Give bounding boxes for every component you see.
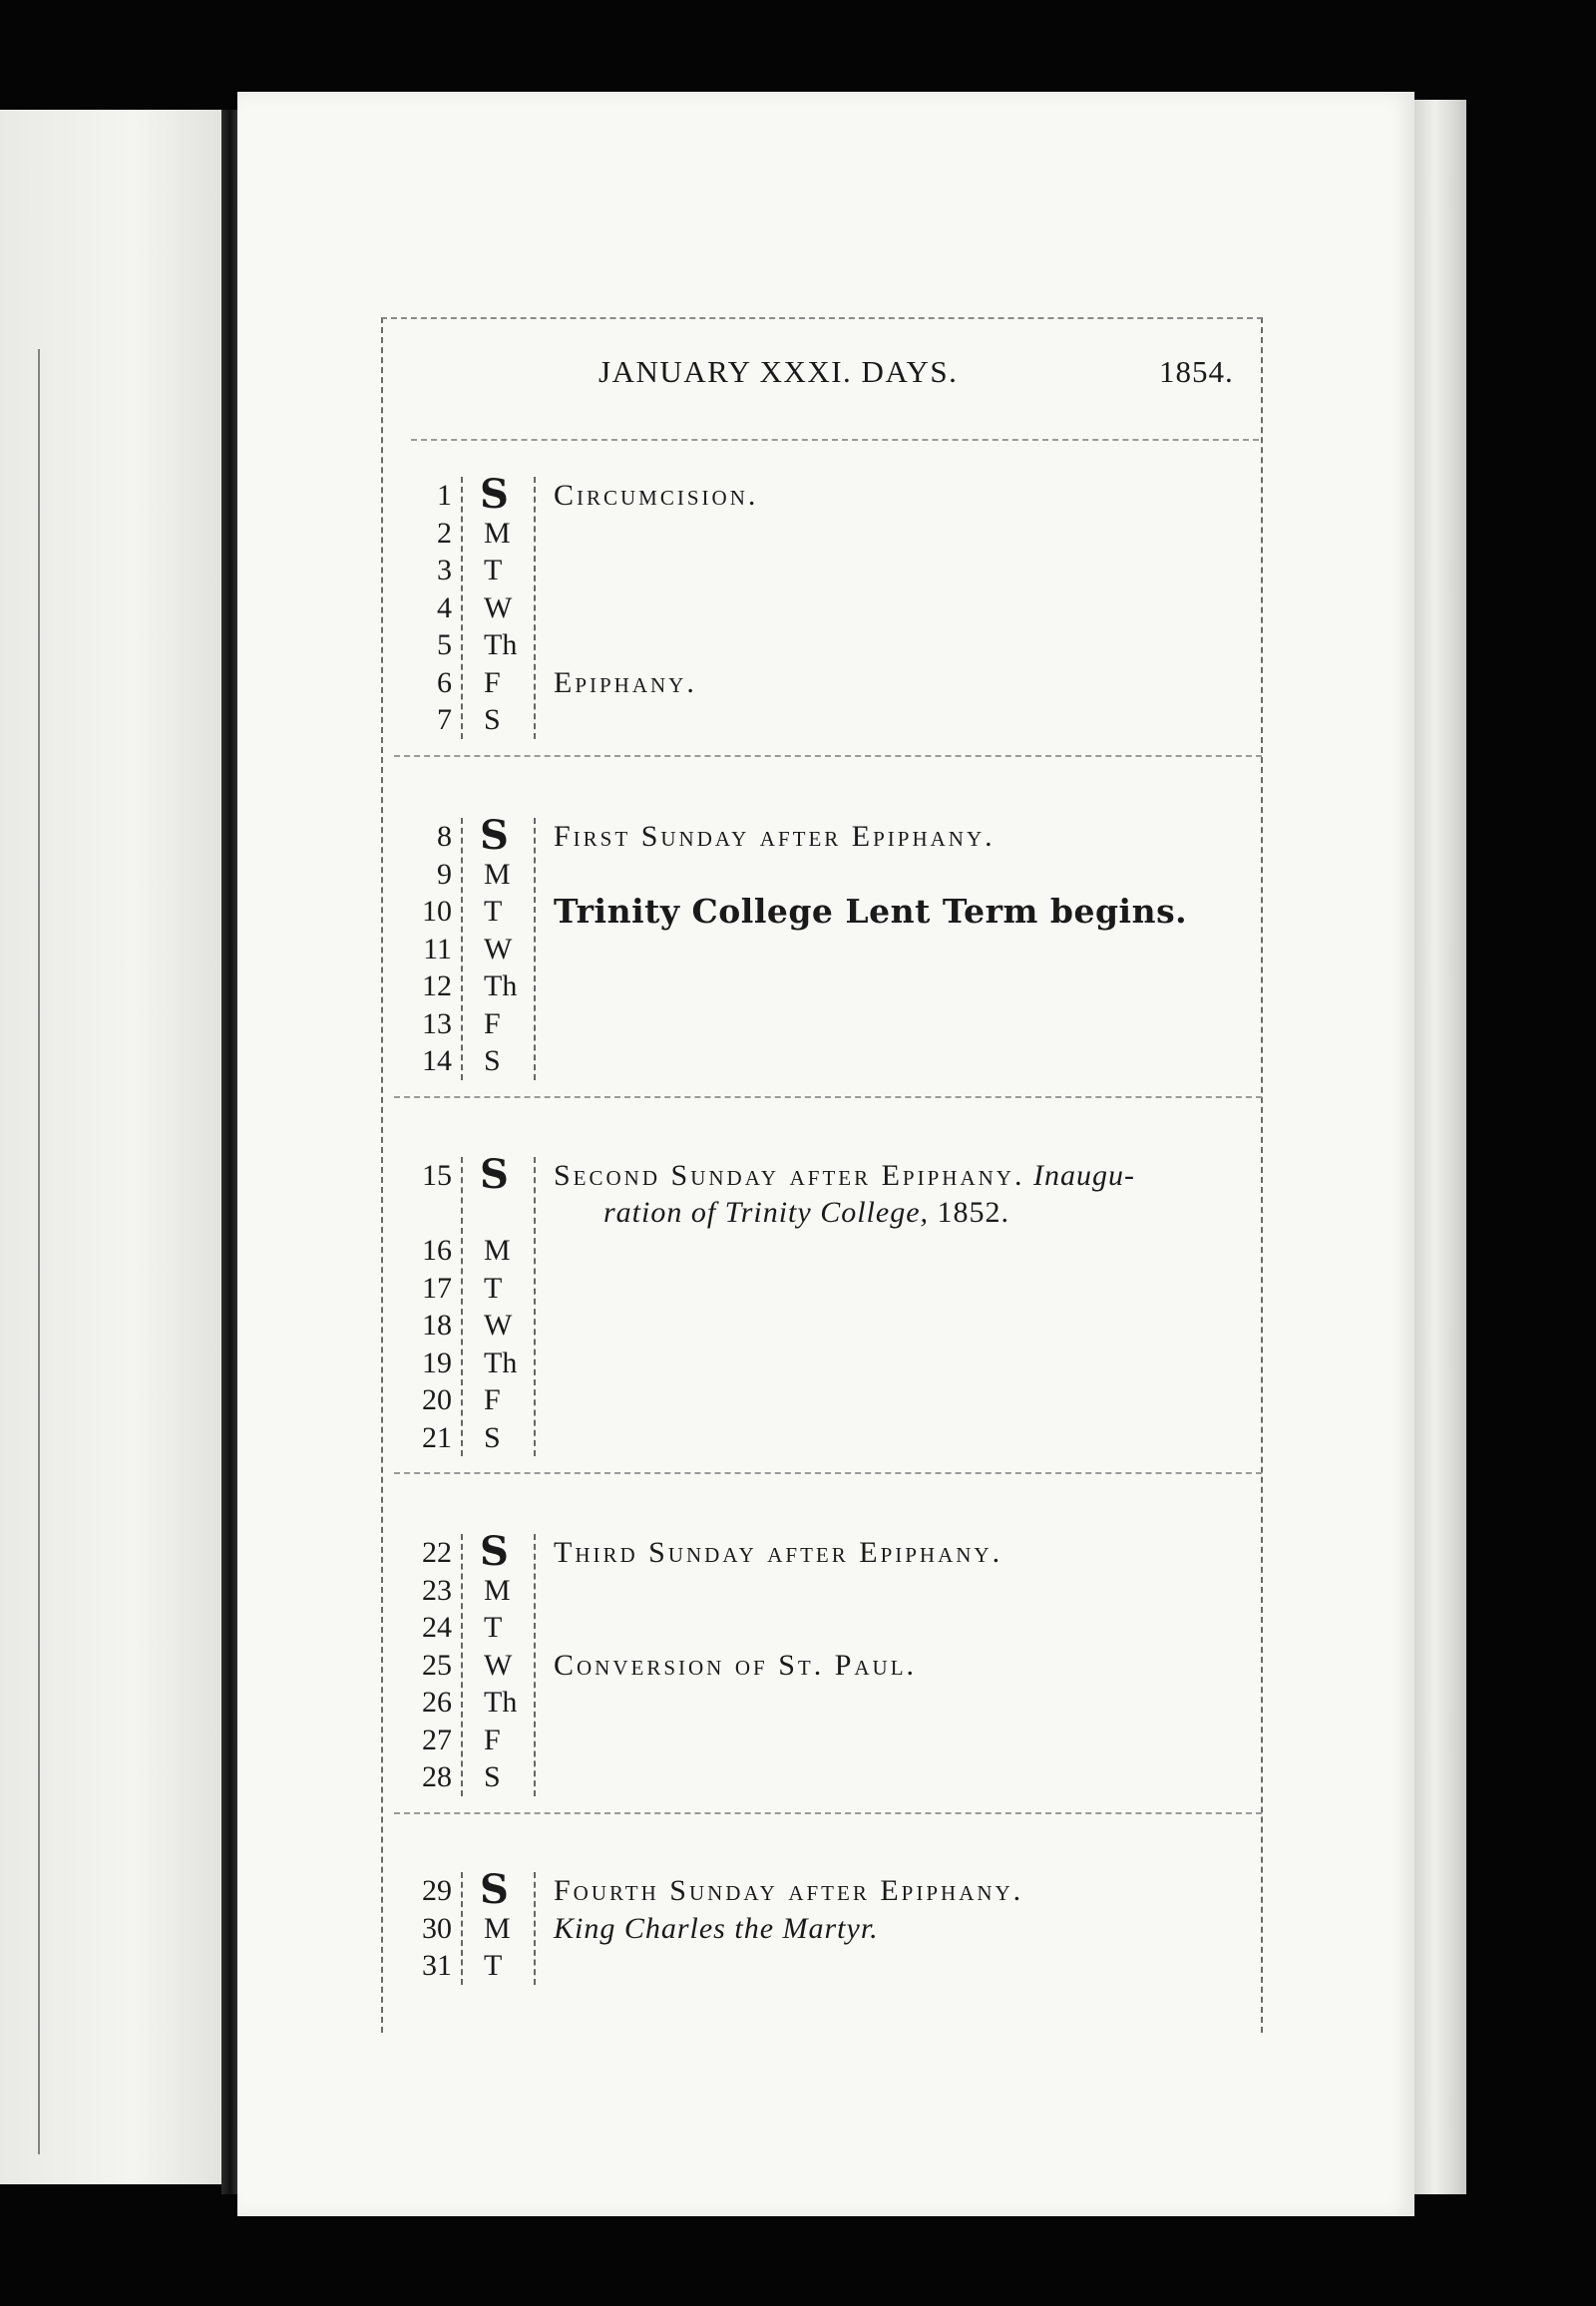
event-note-year: 1852.	[929, 1196, 1010, 1229]
calendar-day-row	[394, 1647, 1262, 1685]
weekday-letter: T	[484, 1271, 503, 1305]
weekday-letter: M	[484, 1911, 511, 1945]
header-rule	[411, 439, 1259, 441]
event-title: Third Sunday after Epiphany.	[554, 1536, 1003, 1569]
day-number: 3	[437, 554, 452, 586]
weekday-letter: Th	[484, 1686, 518, 1719]
column-rule	[534, 1534, 536, 1796]
column-rule	[461, 1534, 463, 1796]
calendar-day-row	[394, 664, 1262, 702]
day-event	[554, 1647, 917, 1684]
calendar-day-row	[394, 856, 1262, 894]
weekday-letter: S	[484, 1044, 501, 1077]
calendar-day-row	[394, 1419, 1262, 1457]
weekday-letter: F	[484, 1723, 501, 1756]
weekday-letter: F	[484, 1383, 501, 1416]
column-rule	[534, 818, 536, 1080]
calendar-day-row	[394, 1345, 1262, 1382]
day-number: 31	[422, 1949, 452, 1982]
day-event	[554, 664, 697, 701]
day-number: 18	[422, 1309, 452, 1342]
event-title: Second Sunday after Epiphany.	[554, 1159, 1025, 1192]
day-number: 21	[422, 1420, 452, 1454]
day-event	[554, 1910, 879, 1947]
sunday-letter: S	[480, 1866, 509, 1913]
event-note-text: ration of Trinity College,	[603, 1196, 930, 1229]
calendar-day-row	[394, 1866, 1262, 1913]
weekday-letter: F	[484, 665, 501, 699]
page-year: 1854.	[1159, 354, 1234, 389]
day-number: 13	[422, 1006, 452, 1040]
weekday-letter: W	[484, 590, 513, 624]
week-separator	[394, 1096, 1262, 1098]
calendar-week	[394, 812, 1262, 1080]
day-number: 22	[422, 1536, 452, 1569]
column-rule	[534, 1157, 536, 1456]
weekday-letter: T	[484, 895, 503, 928]
weekday-letter: S	[484, 1760, 501, 1793]
day-number: 17	[422, 1271, 452, 1305]
day-number: 15	[422, 1159, 452, 1192]
calendar-day-row	[394, 1307, 1262, 1345]
weekday-letter: T	[484, 554, 503, 586]
sunday-letter: S	[480, 1151, 509, 1198]
day-number: 26	[422, 1686, 452, 1719]
weekday-letter: T	[484, 1949, 503, 1982]
day-number: 12	[422, 969, 452, 1002]
day-event	[554, 1872, 1023, 1909]
day-event	[554, 1534, 1002, 1571]
day-number: 10	[422, 895, 452, 928]
weekday-letter: M	[484, 857, 511, 891]
page-title: JANUARY XXXI. DAYS.	[598, 354, 959, 389]
weekday-letter: Th	[484, 969, 518, 1002]
event-title: First Sunday after Epiphany.	[554, 820, 996, 853]
event-title: Fourth Sunday after Epiphany.	[554, 1874, 1024, 1907]
day-number: 20	[422, 1383, 452, 1416]
weekday-letter: W	[484, 1648, 513, 1682]
day-number: 11	[423, 932, 452, 965]
column-rule	[534, 477, 536, 739]
event-title: Trinity College Lent Term begins.	[554, 892, 1188, 931]
weekday-letter: S	[484, 1420, 501, 1454]
calendar-day-row	[394, 967, 1262, 1005]
weekday-letter: S	[484, 703, 501, 736]
page-edge	[1414, 100, 1466, 2194]
calendar-day-row	[394, 1758, 1262, 1796]
day-number: 25	[422, 1648, 452, 1682]
calendar-day-row	[394, 701, 1262, 739]
calendar-week	[394, 1528, 1262, 1796]
calendar-day-row	[394, 1572, 1262, 1610]
day-number: 30	[422, 1911, 452, 1945]
day-number: 8	[437, 820, 452, 853]
day-number: 1	[437, 479, 452, 512]
day-number: 23	[422, 1573, 452, 1607]
calendar-day-row	[394, 1947, 1262, 1985]
day-number: 16	[422, 1234, 452, 1267]
event-title: King Charles the Martyr.	[554, 1911, 879, 1945]
weekday-letter: M	[484, 516, 511, 550]
calendar-week	[394, 1151, 1262, 1456]
day-event	[554, 818, 996, 855]
week-separator	[394, 755, 1262, 757]
left-page-rule	[38, 349, 40, 2154]
sunday-letter: S	[480, 812, 509, 859]
calendar-day-row	[394, 589, 1262, 627]
column-rule	[461, 1157, 463, 1456]
calendar-day-row	[394, 1270, 1262, 1308]
calendar-day-row	[394, 1005, 1262, 1043]
column-rule	[461, 818, 463, 1080]
day-number: 14	[422, 1044, 452, 1077]
sunday-letter: S	[480, 471, 509, 518]
event-note: Inaugu-	[1024, 1159, 1135, 1192]
weekday-letter: M	[484, 1234, 511, 1267]
column-rule	[534, 1872, 536, 1985]
calendar-day-row	[394, 1151, 1262, 1232]
weekday-letter: M	[484, 1573, 511, 1607]
event-note-continued	[603, 1194, 1009, 1231]
day-event	[554, 893, 1187, 932]
calendar-day-row	[394, 931, 1262, 968]
day-number: 19	[422, 1345, 452, 1379]
day-number: 24	[422, 1611, 452, 1644]
calendar-day-row	[394, 1609, 1262, 1647]
calendar-day-row	[394, 893, 1262, 931]
calendar-day-row	[394, 812, 1262, 859]
day-number: 9	[437, 857, 452, 891]
day-number: 29	[422, 1874, 452, 1907]
calendar-week	[394, 471, 1262, 739]
column-rule	[461, 477, 463, 739]
calendar-day-row	[394, 1232, 1262, 1270]
day-event	[554, 1157, 1135, 1194]
weekday-letter: W	[484, 1309, 513, 1342]
calendar-day-row	[394, 1528, 1262, 1575]
event-title: Circumcision.	[554, 479, 759, 512]
left-page-fragment	[0, 110, 221, 2184]
weekday-letter: W	[484, 932, 513, 965]
calendar-day-row	[394, 1042, 1262, 1080]
day-number: 4	[437, 590, 452, 624]
weekday-letter: T	[484, 1611, 503, 1644]
column-rule	[461, 1872, 463, 1985]
calendar-week	[394, 1866, 1262, 1985]
calendar-day-row	[394, 1910, 1262, 1948]
calendar-day-row	[394, 626, 1262, 664]
weekday-letter: F	[484, 1006, 501, 1040]
calendar-day-row	[394, 552, 1262, 589]
event-title: Epiphany.	[554, 665, 697, 699]
day-number: 2	[437, 516, 452, 550]
day-number: 7	[437, 703, 452, 736]
day-number: 5	[437, 628, 452, 661]
day-number: 27	[422, 1723, 452, 1756]
sunday-letter: S	[480, 1528, 509, 1575]
calendar-day-row	[394, 1684, 1262, 1722]
week-separator	[394, 1812, 1262, 1814]
weekday-letter: Th	[484, 1345, 518, 1379]
calendar-day-row	[394, 1722, 1262, 1759]
event-title: Conversion of St. Paul.	[554, 1648, 918, 1682]
day-number: 6	[437, 665, 452, 699]
day-event	[554, 477, 758, 514]
calendar-day-row	[394, 515, 1262, 553]
weekday-letter: Th	[484, 628, 518, 661]
day-number: 28	[422, 1760, 452, 1793]
week-separator	[394, 1472, 1262, 1474]
calendar-day-row	[394, 1381, 1262, 1419]
calendar-day-row	[394, 471, 1262, 518]
